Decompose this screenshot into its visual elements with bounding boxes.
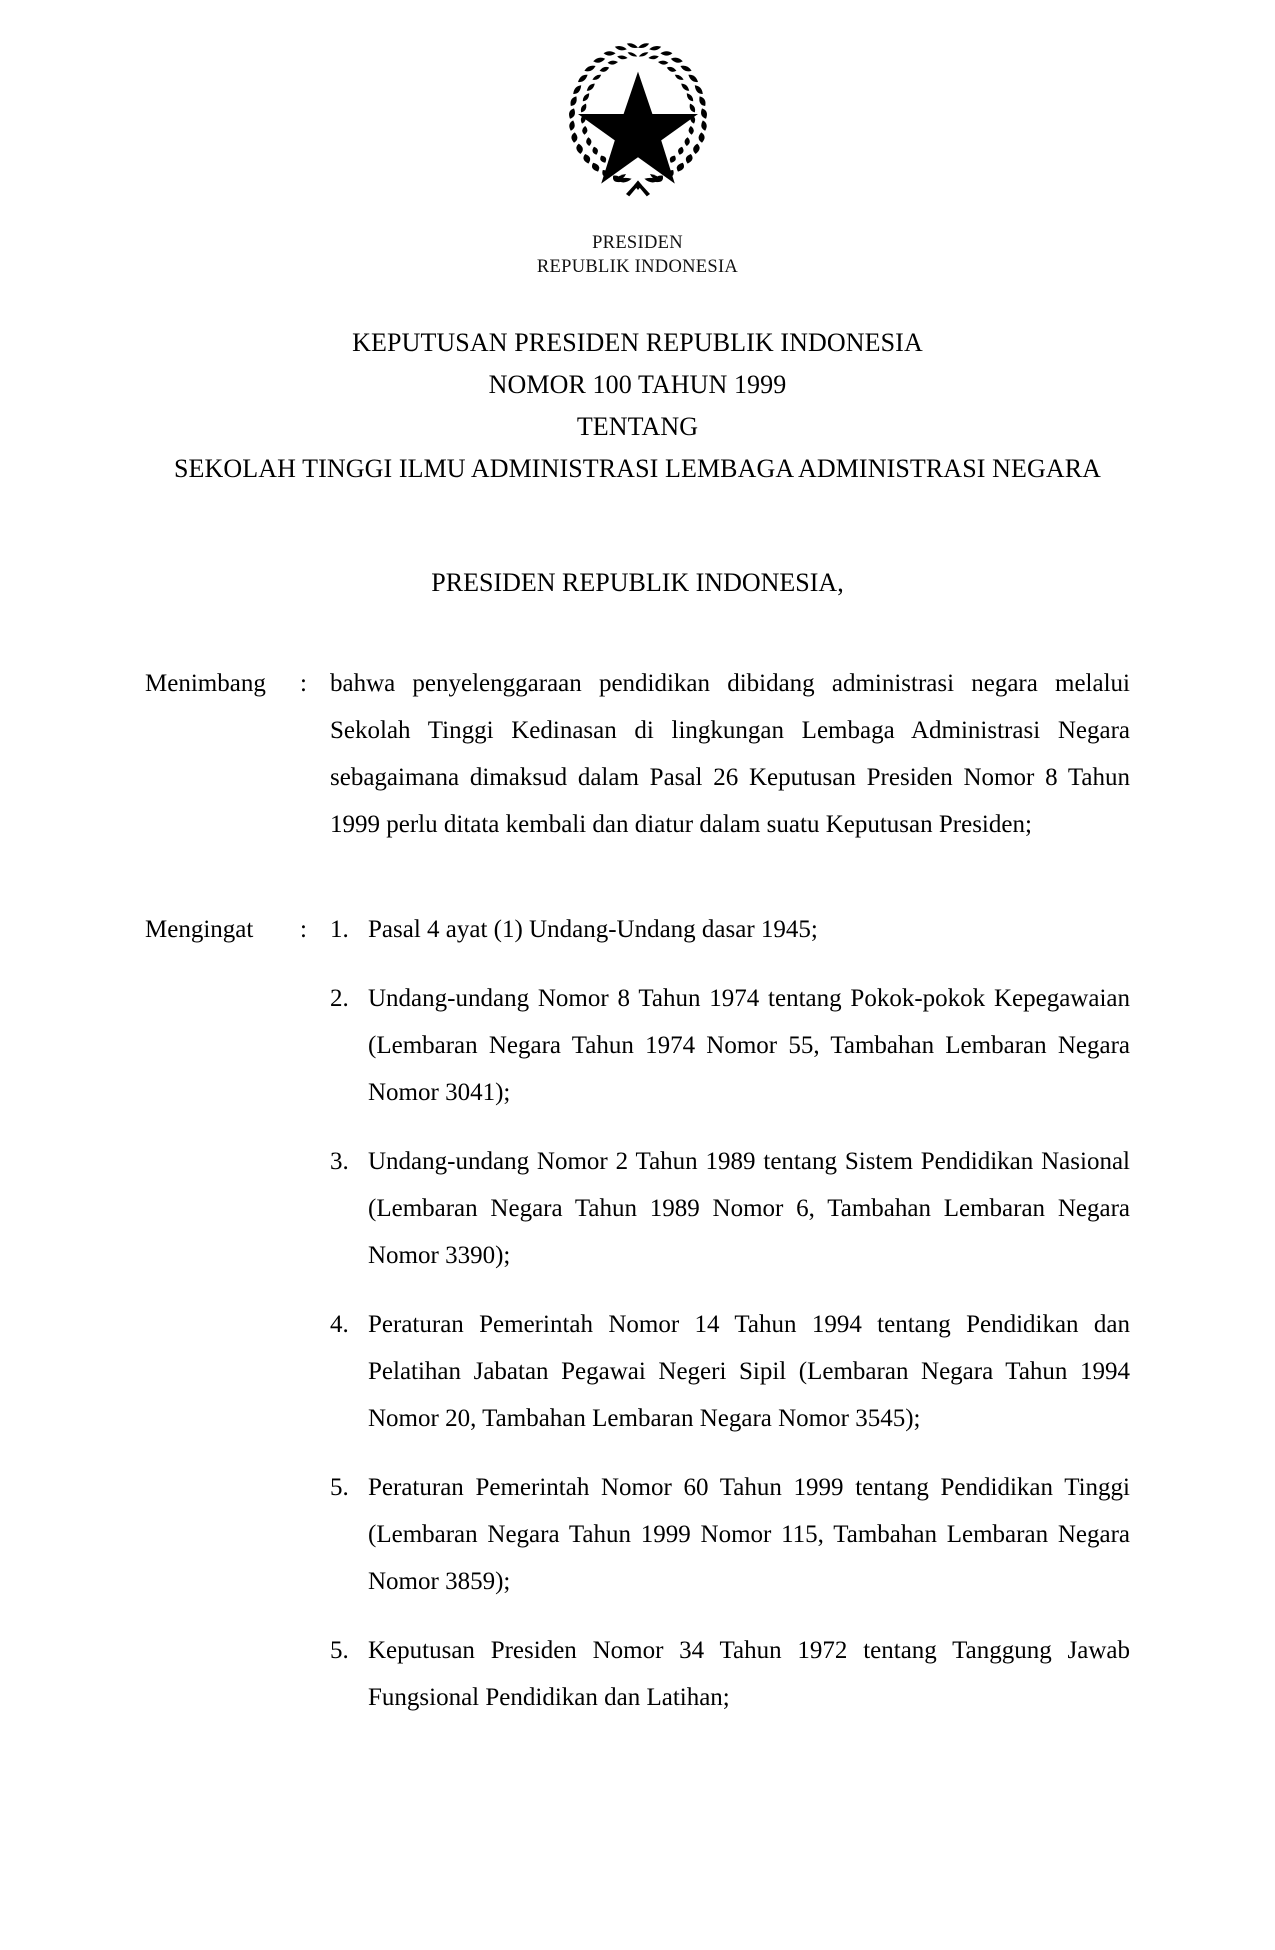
- list-item-number: 1.: [330, 916, 349, 943]
- list-item-number: 2.: [330, 985, 349, 1012]
- emblem-container: [0, 38, 1275, 198]
- list-item: [330, 975, 1130, 1116]
- clause-menimbang: [145, 660, 1130, 848]
- title-line-keputusan: KEPUTUSAN PRESIDEN REPUBLIK INDONESIA: [352, 328, 923, 357]
- title-line-subject: SEKOLAH TINGGI ILMU ADMINISTRASI LEMBAGA ADMINISTRASI NEGARA: [173, 454, 1102, 484]
- mengingat-list: [330, 906, 1130, 1721]
- menimbang-label: Menimbang: [145, 670, 266, 697]
- list-item: [330, 1301, 1130, 1442]
- clause-mengingat: [145, 906, 1130, 1721]
- list-item-number: 4.: [330, 1311, 349, 1338]
- menimbang-text: bahwa penyelenggaraan pendidikan dibidang administrasi negara melalui Sekolah Tinggi Kedinasan di lingkungan Lembaga Administrasi Negara sebagaimana dimaksud dalam Pasal 26 Keputusan Presiden Nomor 8 Tahun 1999 perlu ditata kembali dan diatur dalam suatu Keputusan Presiden;: [330, 670, 1130, 838]
- document-title: [0, 322, 1275, 490]
- letterhead: [0, 232, 1275, 279]
- list-item-text: Undang-undang Nomor 8 Tahun 1974 tentang Pokok-pokok Kepegawaian (Lembaran Negara Tahun 1974 Nomor 55, Tambahan Lembaran Negara Nomor 3041);: [368, 985, 1130, 1106]
- letterhead-line-republik: REPUBLIK INDONESIA: [536, 256, 739, 277]
- list-item-text: Undang-undang Nomor 2 Tahun 1989 tentang Sistem Pendidikan Nasional (Lembaran Negara Tahun 1989 Nomor 6, Tambahan Lembaran Negara Nomor 3390);: [368, 1148, 1130, 1269]
- list-item: [330, 1627, 1130, 1721]
- indonesia-presidential-seal-star-wreath-icon: [558, 38, 718, 198]
- list-item: [330, 1138, 1130, 1279]
- title-line-nomor: NOMOR 100 TAHUN 1999: [488, 370, 787, 400]
- list-item-text: Keputusan Presiden Nomor 34 Tahun 1972 tentang Tanggung Jawab Fungsional Pendidikan dan Latihan;: [368, 1637, 1130, 1711]
- letterhead-line-presiden: PRESIDEN: [592, 233, 683, 253]
- list-item-number: 5.: [330, 1637, 349, 1664]
- salutation-line: PRESIDEN REPUBLIK INDONESIA,: [431, 568, 844, 597]
- title-line-tentang: TENTANG: [576, 412, 699, 442]
- mengingat-list-container: [330, 906, 1130, 1721]
- list-item-text: Peraturan Pemerintah Nomor 14 Tahun 1994 tentang Pendidikan dan Pelatihan Jabatan Pegawai Negeri Sipil (Lembaran Negara Tahun 1994 Nomor 20, Tambahan Lembaran Negara Nomor 3545);: [368, 1311, 1130, 1432]
- mengingat-colon: :: [300, 916, 307, 943]
- mengingat-label: Mengingat: [145, 916, 254, 943]
- list-item: [330, 906, 1130, 953]
- document-body: [145, 660, 1130, 1721]
- list-item-number: 3.: [330, 1148, 349, 1175]
- list-item-number: 5.: [330, 1474, 349, 1501]
- list-item: [330, 1464, 1130, 1605]
- menimbang-colon: :: [300, 670, 307, 697]
- list-item-text: Pasal 4 ayat (1) Undang-Undang dasar 1945;: [368, 916, 818, 943]
- list-item-text: Peraturan Pemerintah Nomor 60 Tahun 1999 tentang Pendidikan Tinggi (Lembaran Negara Tahun 1999 Nomor 115, Tambahan Lembaran Negara Nomor 3859);: [368, 1474, 1130, 1595]
